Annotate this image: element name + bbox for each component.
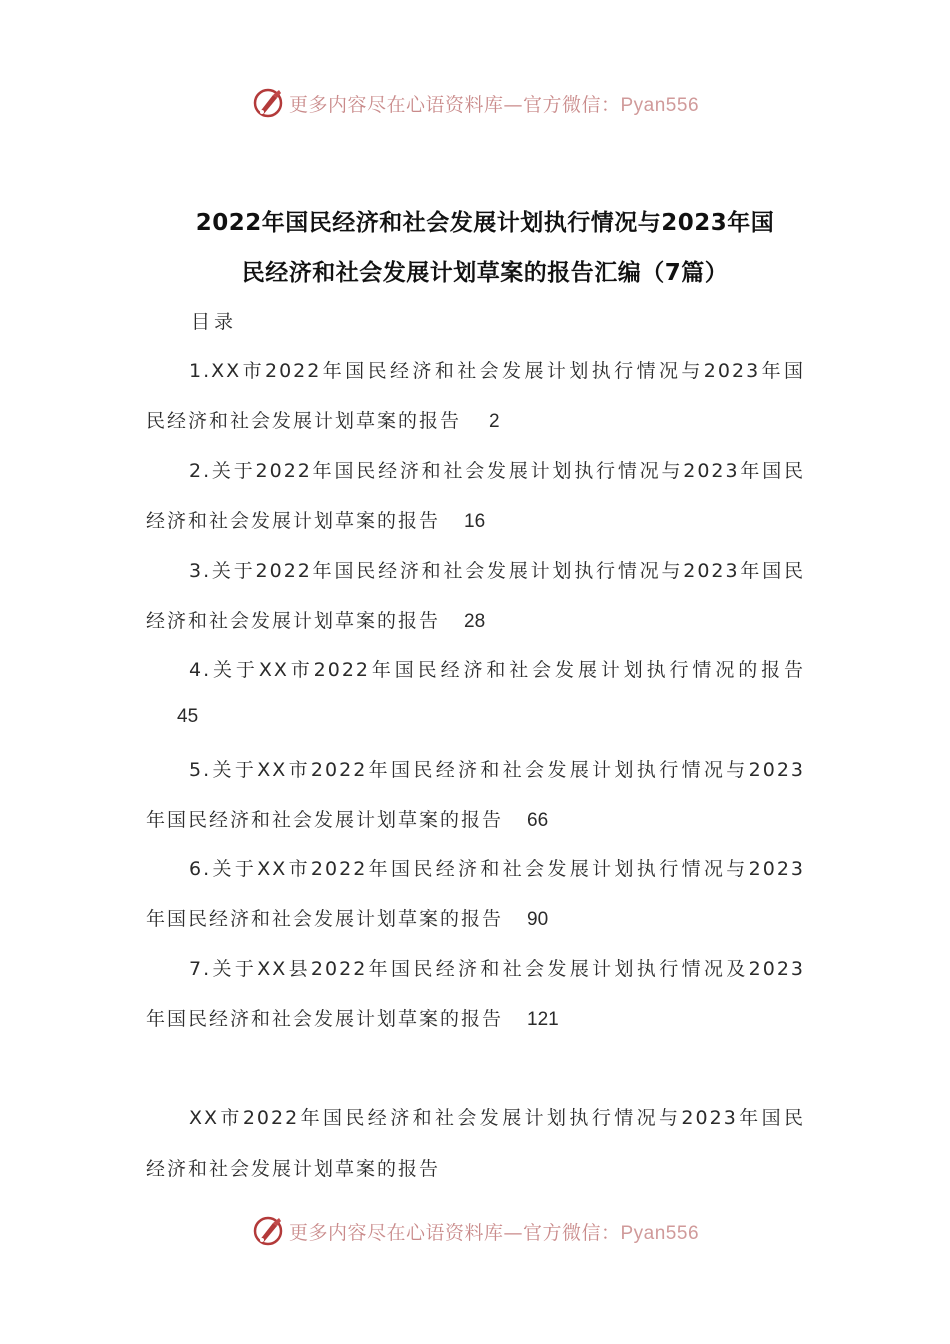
toc-entry-2-page: 16 — [464, 511, 486, 532]
toc-entry-7-line-2: 年国民经济和社会发展计划草案的报告 121 — [146, 1008, 559, 1030]
document-title-line-2: 民经济和社会发展计划草案的报告汇编（7篇） — [241, 260, 729, 286]
toc-entry-3-line-1: 3.关于2022年国民经济和社会发展计划执行情况与2023年国民 — [189, 560, 805, 582]
pen-logo-icon — [251, 1214, 285, 1248]
toc-entry-4-line-1: 4.关于XX市2022年国民经济和社会发展计划执行情况的报告 — [189, 659, 805, 681]
toc-heading: 目录 — [191, 311, 238, 333]
toc-entry-3-page: 28 — [464, 611, 486, 632]
toc-entry-6-page: 90 — [527, 909, 549, 930]
footer-watermark — [0, 1211, 950, 1251]
toc-entry-2-line-2: 经济和社会发展计划草案的报告 16 — [146, 510, 486, 532]
header-watermark — [0, 83, 950, 123]
watermark-text: 更多内容尽在心语资料库—官方微信：Pyan556 — [288, 1221, 700, 1244]
toc-entry-6-line-2: 年国民经济和社会发展计划草案的报告 90 — [146, 908, 549, 930]
toc-entry-7-page: 121 — [527, 1009, 559, 1030]
document-title-line-1: 2022年国民经济和社会发展计划执行情况与2023年国 — [195, 210, 775, 236]
toc-entry-4-page: 45 — [177, 706, 199, 727]
watermark-text: 更多内容尽在心语资料库—官方微信：Pyan556 — [288, 93, 700, 116]
toc-entry-1-page: 2 — [489, 411, 500, 432]
toc-entry-5-page: 66 — [527, 810, 549, 831]
toc-entry-1-line-2: 民经济和社会发展计划草案的报告 2 — [146, 410, 500, 432]
toc-entry-2-line-1: 2.关于2022年国民经济和社会发展计划执行情况与2023年国民 — [189, 460, 805, 482]
toc-entry-5-line-2: 年国民经济和社会发展计划草案的报告 66 — [146, 809, 549, 831]
toc-entry-7-line-1: 7.关于XX县2022年国民经济和社会发展计划执行情况及2023 — [189, 958, 805, 980]
toc-entry-6-line-1: 6.关于XX市2022年国民经济和社会发展计划执行情况与2023 — [189, 858, 805, 880]
toc-entry-1-line-1: 1.XX市2022年国民经济和社会发展计划执行情况与2023年国 — [189, 360, 805, 382]
pen-logo-icon — [251, 86, 285, 120]
section-heading-line-1: XX市2022年国民经济和社会发展计划执行情况与2023年国民 — [189, 1107, 805, 1129]
toc-entry-3-line-2: 经济和社会发展计划草案的报告 28 — [146, 610, 486, 632]
section-heading-line-2: 经济和社会发展计划草案的报告 — [146, 1158, 441, 1180]
toc-entry-5-line-1: 5.关于XX市2022年国民经济和社会发展计划执行情况与2023 — [189, 759, 805, 781]
